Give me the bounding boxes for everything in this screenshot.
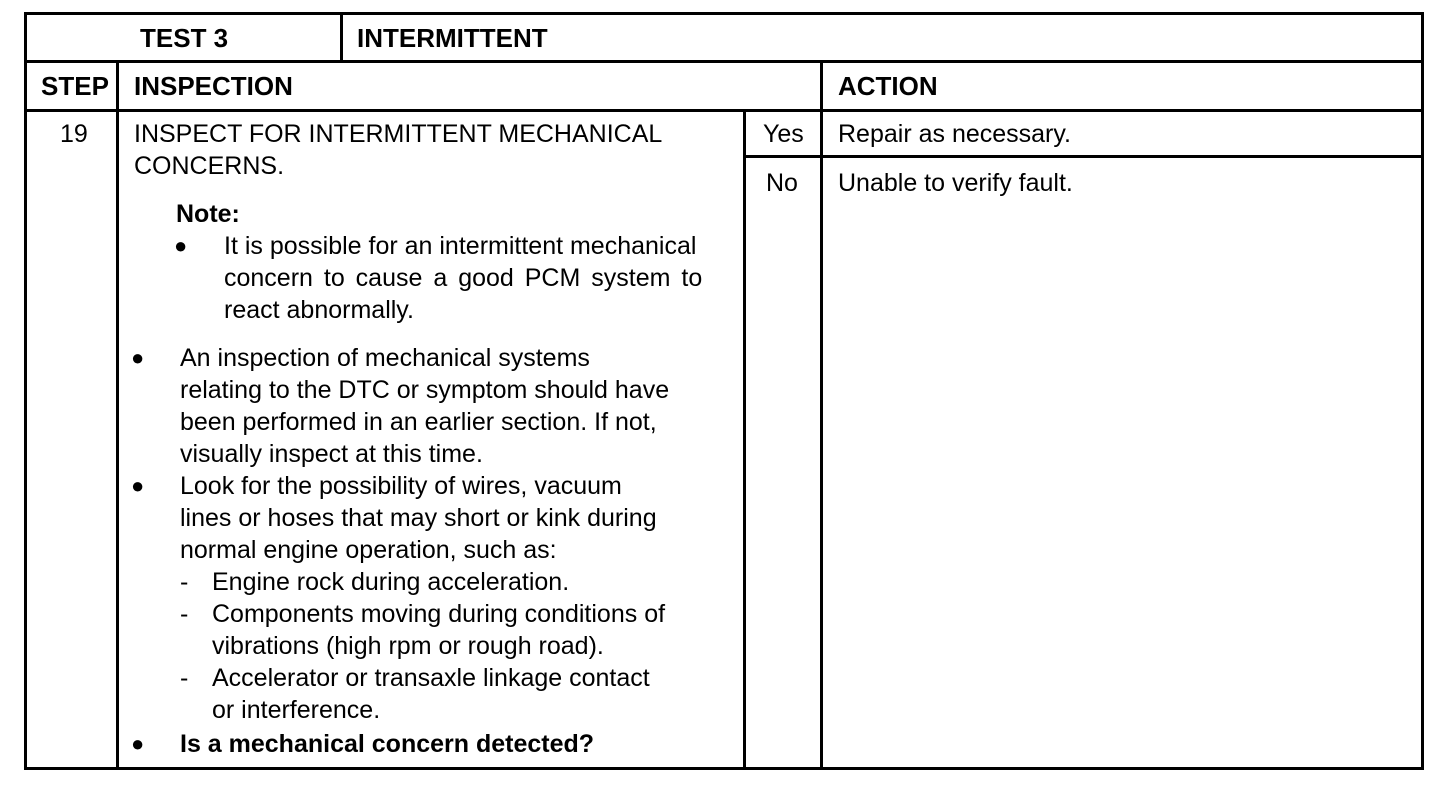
bullet-1-marker: ● <box>131 345 145 370</box>
action-no: Unable to verify fault. <box>838 169 1073 197</box>
note-label: Note: <box>176 200 240 228</box>
subitem-1-line-1: Engine rock during acceleration. <box>212 568 570 596</box>
rule-colheader-bottom <box>24 109 1424 112</box>
subitem-2-line-2: vibrations (high rpm or rough road). <box>212 632 604 660</box>
rule-result-divider <box>743 109 746 770</box>
subitem-3-dash: - <box>180 664 189 692</box>
question-marker: ● <box>131 731 145 756</box>
bullet-1-line-2: relating to the DTC or symptom should have <box>180 376 670 404</box>
step-number: 19 <box>60 120 88 148</box>
bullet-2-marker: ● <box>131 473 145 498</box>
bullet-2-line-1: Look for the possibility of wires, vacuum <box>180 472 622 500</box>
rule-step-divider <box>116 60 119 770</box>
note-bullet: ● <box>174 233 188 258</box>
column-header-inspection: INSPECTION <box>134 71 293 101</box>
test-title: INTERMITTENT <box>357 23 548 53</box>
inspection-title-line-2: CONCERNS. <box>134 152 285 180</box>
bullet-1-line-4: visually inspect at this time. <box>180 440 483 468</box>
subitem-3-line-1: Accelerator or transaxle linkage contact <box>212 664 650 692</box>
test-label: TEST 3 <box>140 23 229 53</box>
subitem-3-line-2: or interference. <box>212 696 381 724</box>
column-header-step: STEP <box>41 71 109 101</box>
column-header-action: ACTION <box>838 71 938 101</box>
subitem-2-dash: - <box>180 600 189 628</box>
bullet-1-line-3: been performed in an earlier section. If not, <box>180 408 657 436</box>
result-no: No <box>766 169 798 197</box>
bullet-1-line-1: An inspection of mechanical systems <box>180 344 590 372</box>
rule-title-divider <box>340 12 343 62</box>
subitem-1-dash: - <box>180 568 189 596</box>
action-yes: Repair as necessary. <box>838 120 1071 148</box>
rule-action-divider <box>820 60 823 770</box>
question-text: Is a mechanical concern detected? <box>180 730 595 758</box>
note-line-1: It is possible for an intermittent mechanical <box>224 232 697 260</box>
inspection-title-line-1: INSPECT FOR INTERMITTENT MECHANICAL <box>134 120 663 148</box>
note-line-3: react abnormally. <box>224 296 414 324</box>
bullet-2-line-2: lines or hoses that may short or kink during <box>180 504 657 532</box>
subitem-2-line-1: Components moving during conditions of <box>212 600 666 628</box>
result-yes: Yes <box>763 120 804 148</box>
note-line-2: concern to cause a good PCM system to <box>224 264 703 292</box>
rule-header-bottom <box>24 60 1424 63</box>
rule-yes-bottom <box>743 155 1423 158</box>
bullet-2-line-3: normal engine operation, such as: <box>180 536 557 564</box>
